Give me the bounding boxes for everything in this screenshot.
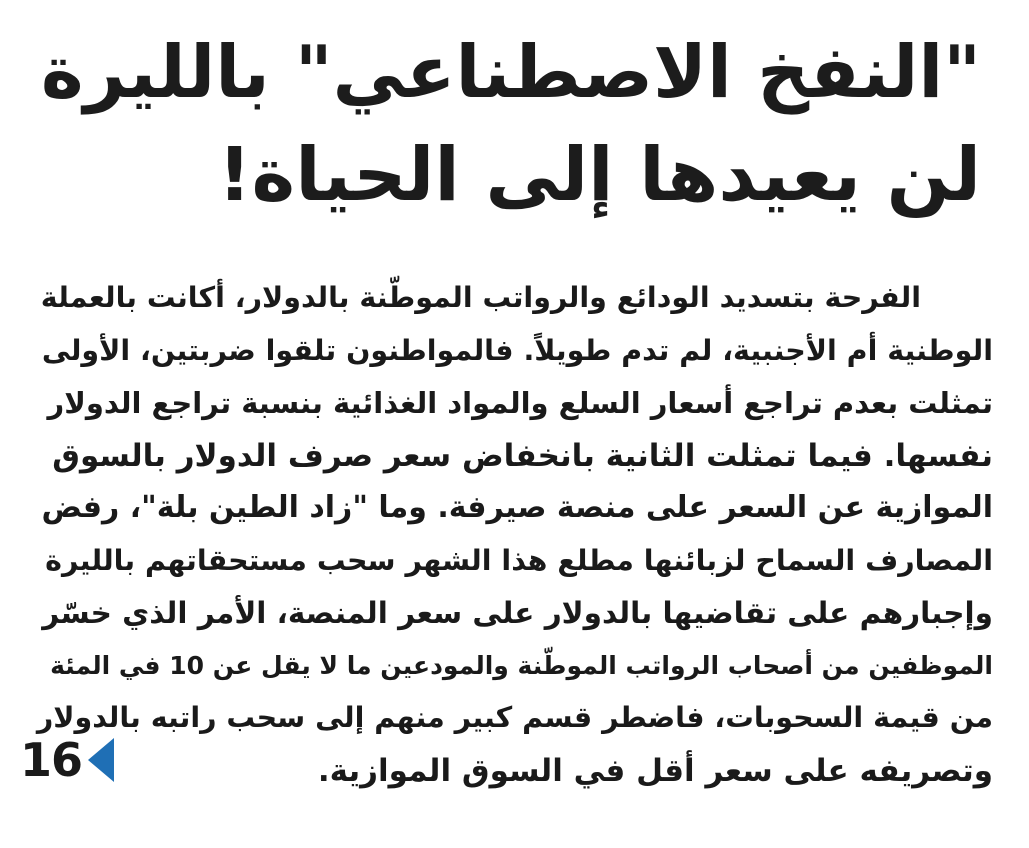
body-line-10: وتصريفه على سعر أقل في السوق الموازية. [317, 752, 993, 789]
left-triangle-icon [88, 738, 114, 782]
body-line-6: المصارف السماح لزبائنها مطلع هذا الشهر سحب مستحقاتهم بالليرة [45, 543, 993, 577]
body-line-4: نفسها. فيما تمثلت الثانية بانخفاض سعر صرف الدولار بالسوق [52, 437, 993, 474]
page-number: 16 [20, 733, 83, 787]
body-line-2: الوطنية أم الأجنبية، لم تدم طويلاً. فالمواطنون تلقوا ضربتين، الأولى [41, 333, 993, 367]
body-line-5: الموازية عن السعر على منصة صيرفة. وما "زاد الطين بلة"، رفض [41, 490, 993, 525]
body-line-7: وإجبارهم على تقاضيها بالدولار على سعر المنصة، الأمر الذي خسّر [42, 596, 993, 630]
headline [41, 22, 981, 226]
headline-line-1: "النفخ الاصطناعي" بالليرة [40, 31, 981, 115]
headline-line-2: لن يعيدها إلى الحياة! [217, 132, 981, 218]
body-line-9: من قيمة السحوبات، فاضطر قسم كبير منهم إلى سحب راتبه بالدولار [36, 701, 993, 734]
article-body [33, 272, 993, 797]
body-line-1: الفرحة بتسديد الودائع والرواتب الموطّنة بالدولار، أكانت بالعملة [40, 281, 921, 314]
page-marker [20, 734, 114, 786]
body-line-8: الموظفين من أصحاب الرواتب الموطّنة والمودعين ما لا يقل عن 10 في المئة [50, 650, 993, 680]
body-line-3: تمثلت بعدم تراجع أسعار السلع والمواد الغذائية بنسبة تراجع الدولار [47, 386, 993, 420]
